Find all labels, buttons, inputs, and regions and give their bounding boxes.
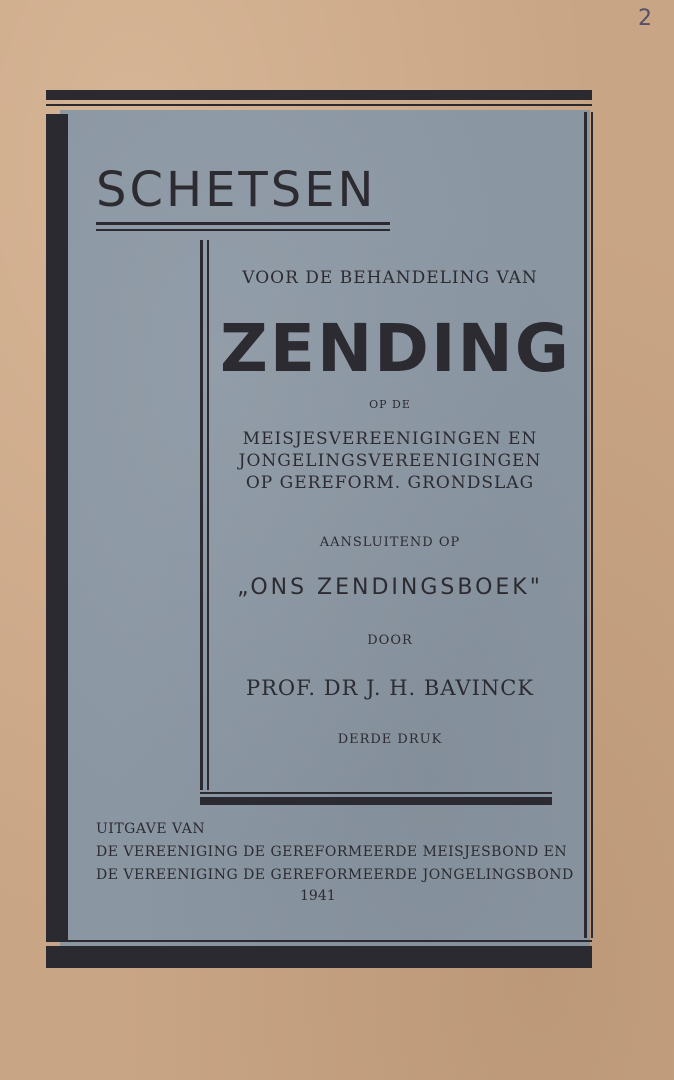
publisher-line: DE VEREENIGING DE GEREFORMEERDE JONGELINGSBOND [96,867,574,883]
left-border-thick [46,114,68,940]
title-underline-2 [96,229,390,231]
bottom-border-thin [46,940,592,942]
inner-horizontal-rule-thin [200,792,552,794]
edition-label: DERDE DRUK [337,732,443,747]
top-border-thick [46,90,592,100]
top-border-thin [46,104,592,106]
author-name: PROF. DR J. H. BAVINCK [245,676,535,700]
publisher-block [96,818,576,887]
inner-horizontal-rule-thick [200,797,552,805]
association-line: OP GEREFORM. GRONDSLAG [245,473,535,493]
cover-subtitle: VOOR DE BEHANDELING VAN [242,268,538,288]
right-border-thin-2 [591,112,593,938]
publisher-line: DE VEREENIGING DE GEREFORMEERDE MEISJESBOND EN [96,844,568,860]
publisher-line: UITGAVE VAN [96,821,206,837]
inner-vertical-rule-1 [200,240,203,790]
cover-main-word: ZENDING [220,310,571,387]
bottom-border-thick [46,946,592,968]
linking-text: AANSLUITEND OP [319,535,461,550]
inner-vertical-rule-2 [207,240,209,790]
right-border-thin [584,112,587,938]
page-number: 2 [638,6,652,31]
publication-year: 1941 [300,888,336,904]
association-line: JONGELINGSVEREENIGINGEN [238,451,542,471]
cover-title: SCHETSEN [96,162,377,218]
book-reference: „ONS ZENDINGSBOEK" [237,575,543,600]
title-underline-1 [96,222,390,225]
association-lines [220,428,560,494]
association-line: MEISJESVEREENIGINGEN EN [242,429,538,449]
cover-connector: OP DE [369,398,411,411]
by-label: DOOR [367,633,413,648]
